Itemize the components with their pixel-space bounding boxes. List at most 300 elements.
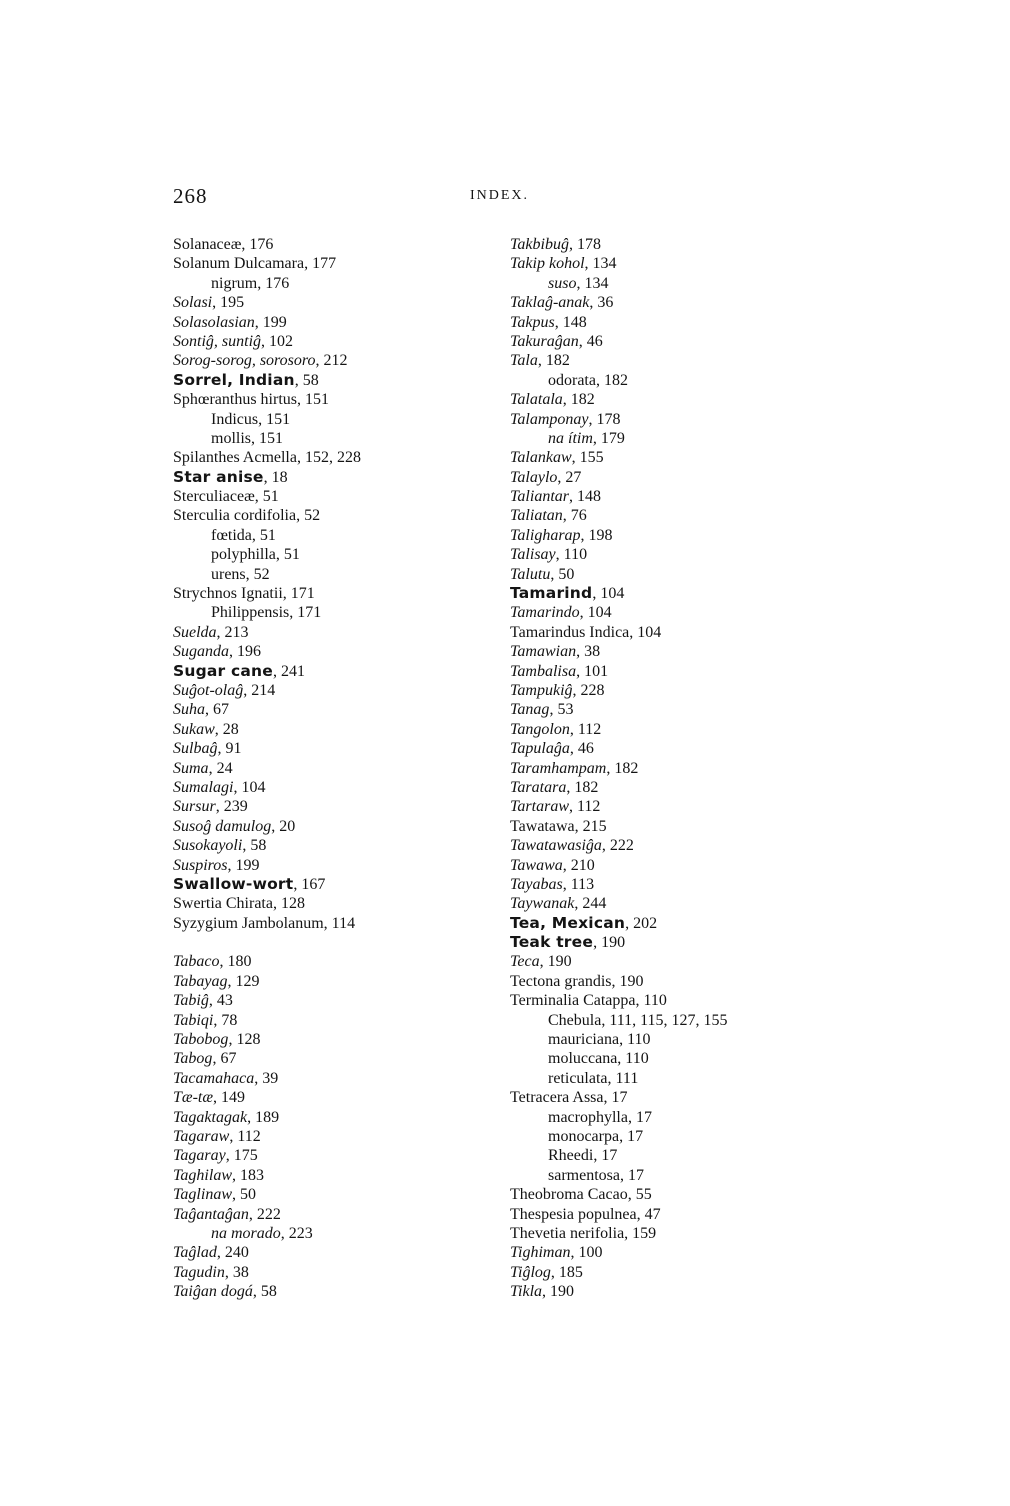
- index-entry: [173, 797, 503, 816]
- entry-separator: ,: [569, 488, 577, 506]
- entry-separator: ,: [562, 507, 571, 525]
- entry-separator: ,: [584, 255, 593, 273]
- entry-separator: ,: [636, 1205, 645, 1223]
- entry-term: Suha: [173, 701, 205, 719]
- index-entry: [173, 778, 503, 797]
- entry-pages: 58: [250, 837, 267, 855]
- entry-separator: ,: [550, 1263, 559, 1281]
- entry-term: Tampukiĝ: [510, 681, 573, 699]
- entry-separator: ,: [578, 332, 587, 350]
- entry-pages: 149: [221, 1089, 246, 1107]
- entry-term: Tectona grandis: [510, 972, 612, 990]
- entry-separator: ,: [562, 856, 571, 874]
- entry-separator: ,: [569, 720, 578, 738]
- entry-separator: ,: [282, 585, 291, 603]
- index-entry: [510, 952, 820, 971]
- index-entry: [173, 487, 503, 506]
- entry-term: Tagudin: [173, 1263, 225, 1281]
- index-entry: [173, 1108, 503, 1127]
- entry-term: Tabog: [173, 1050, 213, 1068]
- entry-separator: ,: [254, 1069, 263, 1087]
- entry-pages: 171: [290, 585, 315, 603]
- index-entry: [173, 1205, 503, 1224]
- running-head: INDEX.: [470, 188, 530, 203]
- entry-pages: 17: [601, 1147, 618, 1165]
- index-subentry: [173, 603, 503, 622]
- entry-pages: 182: [574, 778, 599, 796]
- entry-pages: 134: [592, 255, 617, 273]
- entry-term: Suelda: [173, 623, 217, 641]
- entry-pages: 110: [563, 546, 588, 564]
- index-entry: [173, 856, 503, 875]
- entry-pages: 148: [562, 313, 587, 331]
- entry-separator: ,: [216, 1244, 225, 1262]
- index-entry: [510, 1282, 820, 1301]
- index-entry: [173, 681, 503, 700]
- entry-pages: 159: [632, 1224, 657, 1242]
- index-entry: [510, 332, 820, 351]
- entry-term: Suĝot-olaĝ: [173, 681, 244, 699]
- entry-separator: ,: [251, 429, 260, 447]
- entry-separator: ,: [601, 837, 610, 855]
- entry-separator: ,: [224, 1263, 233, 1281]
- entry-term: Star anise: [173, 467, 264, 486]
- entry-separator: ,: [562, 391, 571, 409]
- index-entry: [173, 293, 503, 312]
- entry-separator: ,: [205, 701, 213, 719]
- index-entry: [510, 739, 820, 758]
- entry-term: Tapulaĝa: [510, 740, 570, 758]
- entry-pages: 111: [615, 1069, 639, 1087]
- entry-term: Tamarind: [510, 584, 593, 603]
- entry-term: Tawatawa: [510, 817, 575, 835]
- entry-pages: 182: [614, 759, 639, 777]
- entry-term: Suganda: [173, 643, 229, 661]
- index-entry: [173, 952, 503, 971]
- entry-term: Teak tree: [510, 933, 594, 952]
- entry-pages: 24: [216, 759, 233, 777]
- entry-term: Sorrel, Indian: [173, 370, 295, 389]
- entry-separator: ,: [254, 488, 263, 506]
- entry-separator: ,: [579, 604, 588, 622]
- entry-pages: 148: [577, 488, 601, 506]
- entry-separator: ,: [323, 914, 332, 932]
- entry-term: Taghilaw: [173, 1166, 232, 1184]
- entry-term: Sterculiaceæ: [173, 488, 255, 506]
- entry-pages: 155: [579, 449, 604, 467]
- entry-separator: ,: [576, 662, 585, 680]
- entry-pages: 104: [587, 604, 612, 622]
- index-entry: [510, 914, 820, 933]
- entry-term: urens: [211, 565, 246, 583]
- index-entry: [173, 1146, 503, 1165]
- index-entry: [510, 1185, 820, 1204]
- entry-pages: 55: [635, 1186, 652, 1204]
- entry-term: Suma: [173, 759, 209, 777]
- index-subentry: [510, 429, 820, 448]
- entry-term: Talankaw: [510, 449, 572, 467]
- entry-separator: ,: [549, 701, 558, 719]
- entry-pages: 39: [262, 1069, 279, 1087]
- index-entry: [510, 1243, 820, 1262]
- entry-separator: ,: [247, 1108, 256, 1126]
- entry-term: Takbibuĝ: [510, 236, 569, 253]
- entry-term: Taĝlad: [173, 1244, 217, 1262]
- entry-separator: ,: [219, 953, 228, 971]
- entry-term: Taliatan: [510, 507, 563, 525]
- entry-pages: 177: [312, 255, 337, 273]
- entry-separator: ,: [627, 1186, 636, 1204]
- index-entry: [510, 448, 820, 467]
- entry-separator: ,: [627, 1108, 636, 1126]
- entry-pages: 228: [580, 681, 605, 699]
- index-subentry: [173, 545, 503, 564]
- entry-term: Chebula: [548, 1011, 602, 1029]
- entry-separator: ,: [242, 837, 251, 855]
- entry-separator: ,: [296, 507, 305, 525]
- entry-separator: ,: [576, 643, 585, 661]
- entry-separator: ,: [215, 798, 224, 816]
- entry-pages: 91: [225, 740, 242, 758]
- entry-separator: ,: [554, 313, 563, 331]
- entry-term: Talatala: [510, 391, 563, 409]
- entry-pages: 176: [265, 274, 290, 292]
- entry-separator: ,: [595, 371, 604, 389]
- entry-term: Tighiman: [510, 1244, 571, 1262]
- entry-pages: 212: [323, 352, 348, 370]
- entry-term: Solasolasian: [173, 313, 255, 331]
- entry-pages: 27: [565, 468, 582, 486]
- entry-pages: 52: [304, 507, 321, 525]
- entry-separator: ,: [542, 1283, 551, 1301]
- entry-term: Tagaray: [173, 1147, 226, 1165]
- entry-pages: 46: [586, 332, 603, 350]
- entry-pages: 152, 228: [304, 449, 361, 467]
- entry-pages: 190: [547, 953, 572, 971]
- entry-separator: ,: [571, 449, 580, 467]
- index-entry: [510, 759, 820, 778]
- entry-term: Tartaraw: [510, 798, 569, 816]
- entry-pages: 17: [635, 1108, 652, 1126]
- entry-separator: ,: [229, 643, 237, 661]
- entry-separator: ,: [619, 1031, 628, 1049]
- entry-pages: 78: [221, 1011, 238, 1029]
- index-entry: [510, 700, 820, 719]
- index-entry: [510, 506, 820, 525]
- entry-pages: 189: [255, 1108, 280, 1126]
- entry-separator: ,: [568, 236, 577, 253]
- entry-term: polyphilla: [211, 546, 276, 564]
- entry-pages: 104: [637, 623, 662, 641]
- entry-separator: ,: [261, 332, 270, 350]
- entry-pages: 151: [266, 410, 291, 428]
- entry-pages: 46: [577, 740, 594, 758]
- entry-separator: ,: [213, 1089, 222, 1107]
- entry-term: Tala: [510, 352, 538, 370]
- index-column-left: [173, 235, 503, 1301]
- index-entry: [510, 662, 820, 681]
- entry-pages: 67: [213, 701, 229, 719]
- entry-pages: 50: [558, 565, 575, 583]
- entry-term: Tiĝlog: [510, 1263, 551, 1281]
- index-entry: [173, 1282, 503, 1301]
- entry-pages: 17: [627, 1166, 644, 1184]
- entry-pages: 110: [627, 1031, 651, 1049]
- entry-separator: ,: [289, 604, 298, 622]
- entry-separator: ,: [635, 992, 644, 1010]
- entry-separator: ,: [296, 449, 305, 467]
- index-entry: [510, 390, 820, 409]
- entry-pages: 76: [570, 507, 587, 525]
- entry-separator: ,: [562, 875, 571, 893]
- index-subentry: [510, 1108, 820, 1127]
- entry-pages: 196: [237, 643, 261, 661]
- entry-pages: 151: [305, 391, 329, 409]
- entry-term: Sursur: [173, 798, 216, 816]
- entry-separator: ,: [228, 1031, 237, 1049]
- index-entry: [510, 797, 820, 816]
- index-entry: [510, 254, 820, 273]
- entry-term: suso: [548, 274, 577, 292]
- index-entry: [173, 313, 503, 332]
- index-entry: [510, 933, 820, 952]
- entry-pages: 198: [588, 526, 613, 544]
- entry-pages: 102: [269, 332, 294, 350]
- entry-pages: 222: [609, 837, 634, 855]
- index-entry: [510, 836, 820, 855]
- entry-separator: ,: [213, 1011, 222, 1029]
- entry-term: Sukaw: [173, 720, 215, 738]
- entry-pages: 101: [584, 662, 609, 680]
- entry-term: Tambalisa: [510, 662, 577, 680]
- entry-term: Tabiĝ: [173, 992, 209, 1010]
- entry-term: Swertia Chirata: [173, 895, 273, 913]
- entry-pages: 113: [570, 875, 595, 893]
- entry-separator: ,: [251, 526, 260, 544]
- index-entry: [510, 468, 820, 487]
- entry-separator: ,: [624, 1224, 633, 1242]
- entry-pages: 128: [236, 1031, 261, 1049]
- entry-term: Solasi: [173, 294, 213, 312]
- entry-separator: ,: [208, 992, 217, 1010]
- entry-pages: 199: [262, 313, 287, 331]
- entry-term: Taiĝan dogá: [173, 1283, 253, 1301]
- entry-separator: ,: [611, 972, 620, 990]
- entry-separator: ,: [258, 410, 267, 428]
- entry-term: monocarpa: [548, 1127, 620, 1145]
- entry-pages: 190: [550, 1283, 575, 1301]
- index-entry: [510, 1224, 820, 1243]
- entry-term: Suspiros: [173, 856, 228, 874]
- index-entry: [173, 1185, 503, 1204]
- entry-separator: ,: [592, 585, 601, 603]
- entry-term: Susoĝ damulog: [173, 817, 272, 835]
- entry-term: reticulata: [548, 1069, 608, 1087]
- entry-term: Sphœranthus hirtus: [173, 391, 297, 409]
- index-subentry: [510, 1030, 820, 1049]
- entry-pages: 110: [643, 992, 667, 1010]
- entry-separator: ,: [245, 565, 254, 583]
- entry-pages: 36: [597, 294, 614, 312]
- index-subentry: [173, 526, 503, 545]
- entry-separator: ,: [601, 1011, 610, 1029]
- index-entry: [173, 972, 503, 991]
- entry-term: Swallow-wort: [173, 874, 294, 893]
- index-entry: [173, 1088, 503, 1107]
- entry-term: Strychnos Ignatii: [173, 585, 283, 603]
- entry-separator: ,: [214, 720, 223, 738]
- entry-separator: ,: [572, 681, 581, 699]
- entry-pages: 175: [233, 1147, 258, 1165]
- entry-term: Rheedi: [548, 1147, 594, 1165]
- entry-term: nigrum: [211, 274, 258, 292]
- entry-separator: ,: [229, 1127, 238, 1145]
- index-subentry: [510, 1166, 820, 1185]
- entry-term: Tabayag: [173, 972, 228, 990]
- entry-term: Tayabas: [510, 875, 563, 893]
- index-entry: [510, 1088, 820, 1107]
- index-entry: [173, 623, 503, 642]
- index-subentry: [510, 371, 820, 390]
- entry-term: fœtida: [211, 526, 252, 544]
- index-entry: [173, 1263, 503, 1282]
- entry-separator: ,: [243, 681, 252, 699]
- entry-separator: ,: [606, 759, 615, 777]
- entry-term: Talisay: [510, 546, 556, 564]
- entry-term: Tagaktagak: [173, 1108, 248, 1126]
- entry-pages: 210: [570, 856, 595, 874]
- entry-separator: ,: [589, 294, 598, 312]
- entry-term: Tabobog: [173, 1031, 229, 1049]
- entry-term: Tamarindo: [510, 604, 580, 622]
- entry-separator: ,: [232, 1186, 240, 1204]
- entry-separator: ,: [227, 972, 236, 990]
- index-entry: [173, 235, 503, 254]
- entry-separator: ,: [629, 623, 638, 641]
- entry-pages: 182: [570, 391, 595, 409]
- entry-separator: ,: [593, 1147, 602, 1165]
- entry-term: Talamponay: [510, 410, 589, 428]
- entry-pages: 215: [582, 817, 607, 835]
- entry-pages: 199: [235, 856, 260, 874]
- entry-separator: ,: [297, 391, 305, 409]
- index-entry: [510, 235, 820, 254]
- entry-term: Tawawa: [510, 856, 563, 874]
- entry-pages: 50: [240, 1186, 256, 1204]
- entry-separator: ,: [593, 934, 602, 952]
- index-entry: [173, 817, 503, 836]
- entry-term: Tikla: [510, 1283, 543, 1301]
- entry-term: Tanag: [510, 701, 550, 719]
- entry-term: Tea, Mexican: [510, 913, 626, 932]
- entry-term: Talaylo: [510, 468, 558, 486]
- entry-term: Solanaceæ: [173, 236, 242, 253]
- entry-term: na ítim: [548, 429, 593, 447]
- entry-separator: ,: [294, 371, 303, 389]
- entry-pages: 112: [237, 1127, 261, 1145]
- index-entry: [510, 681, 820, 700]
- entry-separator: ,: [271, 817, 280, 835]
- entry-separator: ,: [619, 1166, 628, 1184]
- index-entry: [510, 856, 820, 875]
- entry-term: Thevetia nerifolia: [510, 1224, 625, 1242]
- entry-pages: 213: [224, 623, 249, 641]
- entry-pages: 20: [279, 817, 296, 835]
- index-entry: [510, 545, 820, 564]
- entry-separator: ,: [263, 468, 272, 486]
- entry-term: Taywanak: [510, 895, 575, 913]
- entry-pages: 104: [600, 585, 625, 603]
- index-entry: [173, 642, 503, 661]
- index-subentry: [510, 1049, 820, 1068]
- entry-pages: 104: [241, 778, 266, 796]
- index-entry: [510, 1205, 820, 1224]
- entry-pages: 18: [271, 468, 288, 486]
- entry-term: Takip kohol: [510, 255, 585, 273]
- entry-pages: 128: [280, 895, 305, 913]
- index-entry: [173, 351, 503, 370]
- index-entry: [510, 526, 820, 545]
- index-entry: [173, 914, 503, 933]
- entry-term: Spilanthes Acmella: [173, 449, 297, 467]
- entry-pages: 151: [259, 429, 284, 447]
- entry-pages: 111, 115, 127, 155: [609, 1011, 728, 1029]
- entry-term: odorata: [548, 371, 596, 389]
- index-entry: [510, 1263, 820, 1282]
- entry-pages: 38: [584, 643, 601, 661]
- index-entry: [173, 390, 503, 409]
- entry-pages: 17: [627, 1127, 644, 1145]
- entry-pages: 38: [232, 1263, 249, 1281]
- entry-term: Tamawian: [510, 643, 577, 661]
- entry-pages: 244: [582, 895, 607, 913]
- index-entry: [510, 293, 820, 312]
- entry-separator: ,: [576, 274, 585, 292]
- index-entry: [173, 1243, 503, 1262]
- entry-pages: 195: [220, 294, 245, 312]
- entry-term: mollis: [211, 429, 252, 447]
- index-column-right: [510, 235, 820, 1301]
- entry-pages: 176: [249, 236, 274, 253]
- index-entry: [173, 875, 503, 894]
- index-subentry: [510, 274, 820, 293]
- index-entry: [173, 894, 503, 913]
- entry-pages: 51: [259, 526, 276, 544]
- entry-pages: 114: [331, 914, 356, 932]
- entry-term: Syzygium Jambolanum: [173, 914, 324, 932]
- index-entry: [510, 642, 820, 661]
- entry-term: Sumalagi: [173, 778, 234, 796]
- entry-term: mauriciana: [548, 1031, 620, 1049]
- entry-separator: ,: [248, 1205, 257, 1223]
- entry-separator: ,: [588, 410, 597, 428]
- index-entry: [510, 351, 820, 370]
- entry-separator: ,: [617, 1050, 626, 1068]
- index-entry: [173, 1011, 503, 1030]
- entry-separator: ,: [619, 1127, 628, 1145]
- index-entry: [510, 720, 820, 739]
- entry-term: Solanum Dulcamara: [173, 255, 305, 273]
- index-entry: [173, 991, 503, 1010]
- entry-term: moluccana: [548, 1050, 618, 1068]
- entry-term: Taklaĝ-anak: [510, 294, 590, 312]
- entry-pages: 241: [281, 662, 305, 680]
- entry-term: Takuraĝan: [510, 332, 579, 350]
- entry-separator: ,: [232, 1166, 240, 1184]
- entry-term: Tabaco: [173, 953, 220, 971]
- entry-separator: ,: [537, 352, 546, 370]
- entry-term: Teca: [510, 953, 540, 971]
